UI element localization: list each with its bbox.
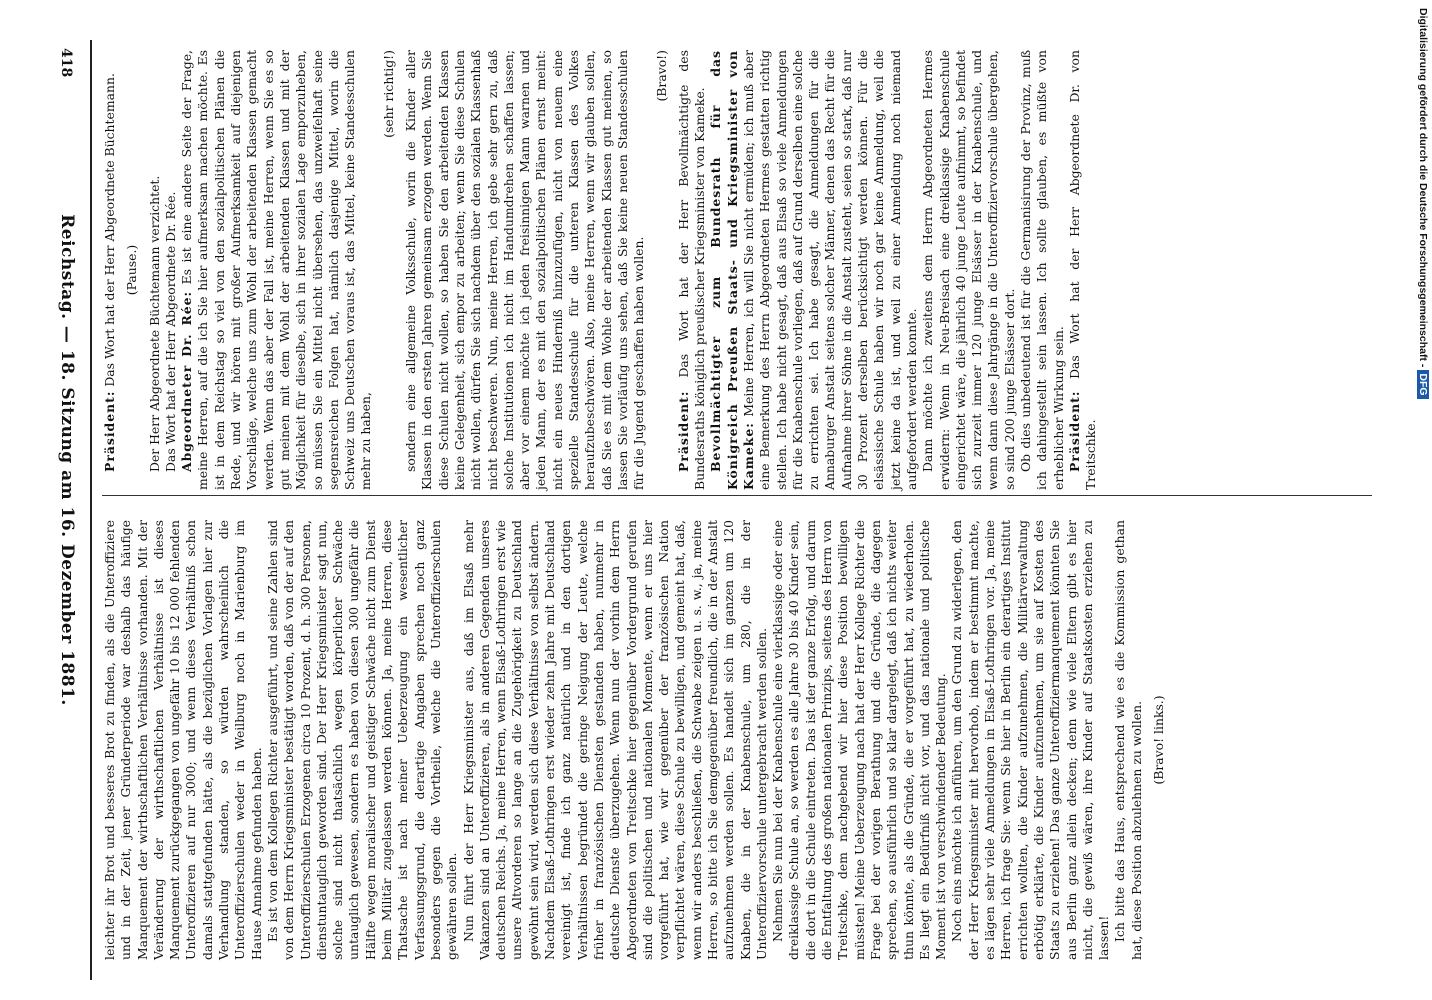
dfg-badge: DFG	[1417, 370, 1429, 398]
paragraph: Der Herr Abgeordnete Büchtemann verzichtet.	[146, 175, 162, 472]
paragraph: Ich bitte das Haus, entsprechend wie es die Kommission gethan hat, diese Position abzulehnen zu wollen.	[1112, 520, 1144, 960]
paragraph: sondern eine allgemeine Volksschule, worin die Kinder aller Klassen in den ersten Jahren gemeinsam erzogen werden. Wenn Sie diese Schulen nicht wollen, so haben Sie den arbeitenden Klassen keine Gelegenheit, sich empor zu arbeiten; wenn Sie diese Schulen nicht wollen, dürfen Sie sich nachdem über den sozialen Klassenhaß nicht beschweren. Nun, meine Herren, ich gebe sehr gern zu, daß solche Institutionen ich nicht im Handumdrehen schaffen lassen; aber vor einem möchte ich jeden freisinnigen Mann warnen und jeden Mann, der es mit den sozialpolitischen Plänen ernst meint: nicht ein neues Hinderniß hinzuzufügen, nicht von neuem eine spezielle Standesschule für die unteren Klassen des Volkes heraufzubeschwören. Also, meine Herren, wenn wir glauben sollen, daß Sie es mit dem Wohle der arbeitenden Klassen gut meinen, so lassen Sie vorläufig uns sehen, daß Sie keine neuen Standesschulen für die Jugend geschaffen haben wollen.	[403, 50, 647, 490]
paragraph: Nun führt der Herr Kriegsminister aus, daß im Elsaß mehr Vakanzen sind an Unteroffizieren, als in anderen Gegenden unseres deutschen Reichs. Ja, meine Herren, wenn Elsaß-Lothringen erst wie unsere Altvorderen so lange an die Zugehörigkeit zu Deutschland gewöhnt sein wird, werden sich diese Verhältnisse von selbst ändern. Nachdem Elsaß-Lothringen erst wieder zehn Jahre mit Deutschland vereinigt ist, finde ich ganz natürlich und in den dortigen Verhältnissen begründet die geringe Neigung der Leute, welche früher in französischen Diensten gestanden haben, nunmehr in deutsche Dienste überzugehen. Wenn nun der vorhin dem Herrn Abgeordneten von Treitschke hier gegenüber Vordergrund gerufen sind die politischen und nationalen Momente, wenn er uns hier vorgeführt hat, wie wir gegenüber der französischen Nation verpflichtet wären, diese Schule zu bewilligen, und gemeint hat, daß, wenn wir anders beschließen, die Schwabe zeigen u. s. w., ja, meine Herren, so bitte ich Sie demgegenüber freundlich, die in der Anstalt aufzunehmen werden sollen. Es handelt sich im ganzen um 120 Knaben, die in der Knabenschule, um 280, die in der Unteroffiziervorschule untergebracht werden sollen.	[460, 520, 769, 960]
header-rule	[90, 40, 92, 980]
dfg-credit-text: Digitalisierung gefördert durch die Deutsche Forschungsgemeinschaft -	[1417, 8, 1429, 368]
speech-text: Meine Herren, ich will Sie nicht ermüden; ich muß aber eine Bemerkung des Herrn Abgeordneten Hermes gestatten richtig stellen. Ich habe nicht gesagt, daß aus Elsaß so viele Anmeldungen für die Knabenschule vorliegen, daß auf Grund derselben eine solche zu errichten sei. Ich habe gesagt, die Anmeldungen für die Annaburger Anstalt seitens solcher Männer, denen das Recht für die Aufnahme ihrer Söhne in die Anstalt zusteht, seien so stark, daß nur 30 Prozent derselben berücksichtigt werden können. Für die elsässische Schule haben wir noch gar keine Anmeldung, weil die jetzt keine da ist, und weil zu einer Anmeldung noch niemand aufgefordert werden konnte.	[740, 50, 919, 490]
speech-text: Es ist eine andere Seite der Frage, meine Herren, auf die ich Sie hier aufmerksam machen möchte. Es ist in dem Reichstag so viel von den sozialpolitischen Plänen die Rede, und wir hören mit großer Aufmerksamkeit auf diejenigen Vorschläge, welche uns zum Wohl der arbeitenden Klassen gemacht werden. Wenn das aber der Fall ist, meine Herren, wenn Sie es so gut meinen mit dem Wohl der arbeitenden Klassen und mit der Möglichkeit für dieselbe, sich in ihrer sozialen Lage emporzuheben, so müssen Sie ein Mittel nicht übersehen, das unzweifelhaft seine segensreichen Folgen hat, nämlich dasjenige Mittel, worin die Schweiz uns Deutschen voraus ist, das Mittel, keine Standesschulen mehr zu haben,	[179, 50, 374, 490]
dfg-credit	[1414, 0, 1432, 1000]
speech-text: Das Wort hat der Herr Abgeordnete Büchtemann.	[102, 73, 117, 391]
speaker-name: Bevollmächtigter zum Bundesrath für das Königreich Preußen Staats- und Kriegsminister von Kameke:	[708, 50, 756, 490]
paragraph: leichter ihr Brot und besseres Brot zu finden, als die Unteroffiziere und in der Zeit, jener Gründerperiode war deshalb das häufige Manquement der wirthschaftlichen Verhältnisse vorhanden. Mit der Veränderung der wirthschaftlichen Verhältnisse ist dieses Manquement zurückgegangen von ungefähr 10 bis 12 000 fehlenden Unteroffizieren auf nur 3000; und wenn dieses Verhältniß schon damals stattgefunden hätte, als die bezüglichen Vorlagen hier zur Verhandlung standen, so würden wahrscheinlich die Unteroffizierschulen weder in Weilburg noch in Marienburg im Hause Annahme gefunden haben.	[102, 520, 264, 960]
paragraph: Nehmen Sie nun bei der Knabenschule eine vierklassige oder eine dreiklassige Schule an, so werden es alle Jahre 30 bis 40 Kinder sein, die dort in die Schule eintreten. Das ist der ganze Erfolg, und darum die Entfaltung des großen nationalen Prinzips, seitens des Herrn von Treitschke, dem nachgebend wir hier diese Position bewilligen müssten! Meine Ueberzeugung nach hat der Herr Kollege Richter die Frage bei der vorigen Berathung und die Gründe, die dagegen sprechen, so ausführlich und so klar dargelegt, daß ich nichts weiter thun könnte, als die Gründe, die er vorgeführt hat, zu wiederholen. Es liegt ein Bedürfniß nicht vor, und das nationale und politische Moment ist von verschwindender Bedeutung.	[770, 520, 949, 960]
paragraph: Noch eins möchte ich anführen, um den Grund zu widerlegen, den der Herr Kriegsminister mit hervorhob, indem er bestimmt machte, es lägen sehr viele Anmeldungen in Elsaß-Lothringen vor. Ja, meine Herren, ich frage Sie: wenn Sie hier in Berlin ein derartiges Institut errichten wollten, die Kinder aufzunehmen, die Militärverwaltung erbötig erklärte, die Kinder aufzunehmen, um sie auf Kosten des Staats zu erziehen! Das ganze Unteroffiziermanquement könnten Sie aus Berlin ganz allein decken; denn wie viele Eltern gibt es hier nicht, die gewiß wären, ihre Kinder auf Staatskosten erziehen zu lassen!	[949, 520, 1112, 960]
running-title: Reichstag. — 18. Sitzung am 16. Dezember 1881.	[57, 214, 77, 706]
speaker-paragraph	[1067, 50, 1100, 490]
paragraph: Dann möchte ich zweitens dem Herrn Abgeordneten Hermes erwidern: Wenn in Neu-Breisach eine dreiklassige Knabenschule eingerichtet wäre, die jährlich 40 junge Leute aufnimmt, so befindet sich zurzeit immer 120 junge Elsässer in der Knabenschule, und wenn dann diese Jahrgänge in die Unteroffiziervorschule übergehen, so sind 200 junge Elsässer dort.	[920, 50, 1017, 490]
speaker-name: Präsident:	[102, 390, 117, 472]
column-divider	[102, 495, 1372, 496]
speech-text: Das Wort hat der Herr Abgeordnete Dr. von Treitschke.	[1066, 50, 1099, 490]
speaker-paragraph	[708, 50, 920, 490]
speaker-name: Präsident:	[675, 390, 691, 472]
speaker-paragraph	[102, 50, 118, 490]
interjection: (sehr richtig!)	[380, 50, 396, 138]
interjection: (Bravo!)	[653, 50, 669, 102]
speech-text: Das Wort hat der Herr Bevollmächtigte des Bundesraths königlich preußischer Kriegsminister von Kameke.	[675, 50, 708, 490]
speaker-paragraph	[676, 50, 709, 490]
paragraph: Das Wort hat der Herr Abgeordnete Dr. Rée.	[162, 191, 178, 472]
page-number: 418	[58, 48, 74, 78]
interjection: (Pause.)	[124, 244, 140, 296]
paragraph: Ob dies unbedeutend ist für die Germanisirung der Provinz, muß ich dahingestellt sein lassen. Ich sollte glauben, es müßte von erheblicher Wirkung sein.	[1018, 50, 1066, 490]
speaker-name: Präsident:	[1066, 390, 1082, 472]
speaker-paragraph	[179, 50, 375, 490]
interjection: (Bravo! links.)	[1151, 695, 1166, 785]
speaker-name: Abgeordneter Dr. Rée:	[179, 290, 195, 472]
left-column	[102, 520, 1372, 960]
right-column	[102, 50, 1372, 490]
paragraph: Es ist von dem Kollegen Richter ausgeführt, und seine Zahlen sind von dem Herrn Kriegsminister bestätigt worden, daß von der auf den Unteroffizierschulen Erzogenen circa 10 Prozent, d. h. 300 Personen, dienstuntauglich geworden sind. Der Herr Kriegsminister sagt nun, solche sind nicht thatsächlich wegen körperlicher Schwäche untauglich gewesen, sondern es haben von diesen 300 ungefähr die Hälfte wegen moralischer und geistiger Schwäche nicht zum Dienst beim Militär zugelassen werden können. Ja, meine Herren, diese Thatsache ist nach meiner Ueberzeugung ein wesentlicher Verfassungsgrund, die derartige Angaben sprechen noch ganz besonders gegen die Vortheile, welche die Unteroffizierschulen gewähren sollen.	[264, 520, 460, 960]
